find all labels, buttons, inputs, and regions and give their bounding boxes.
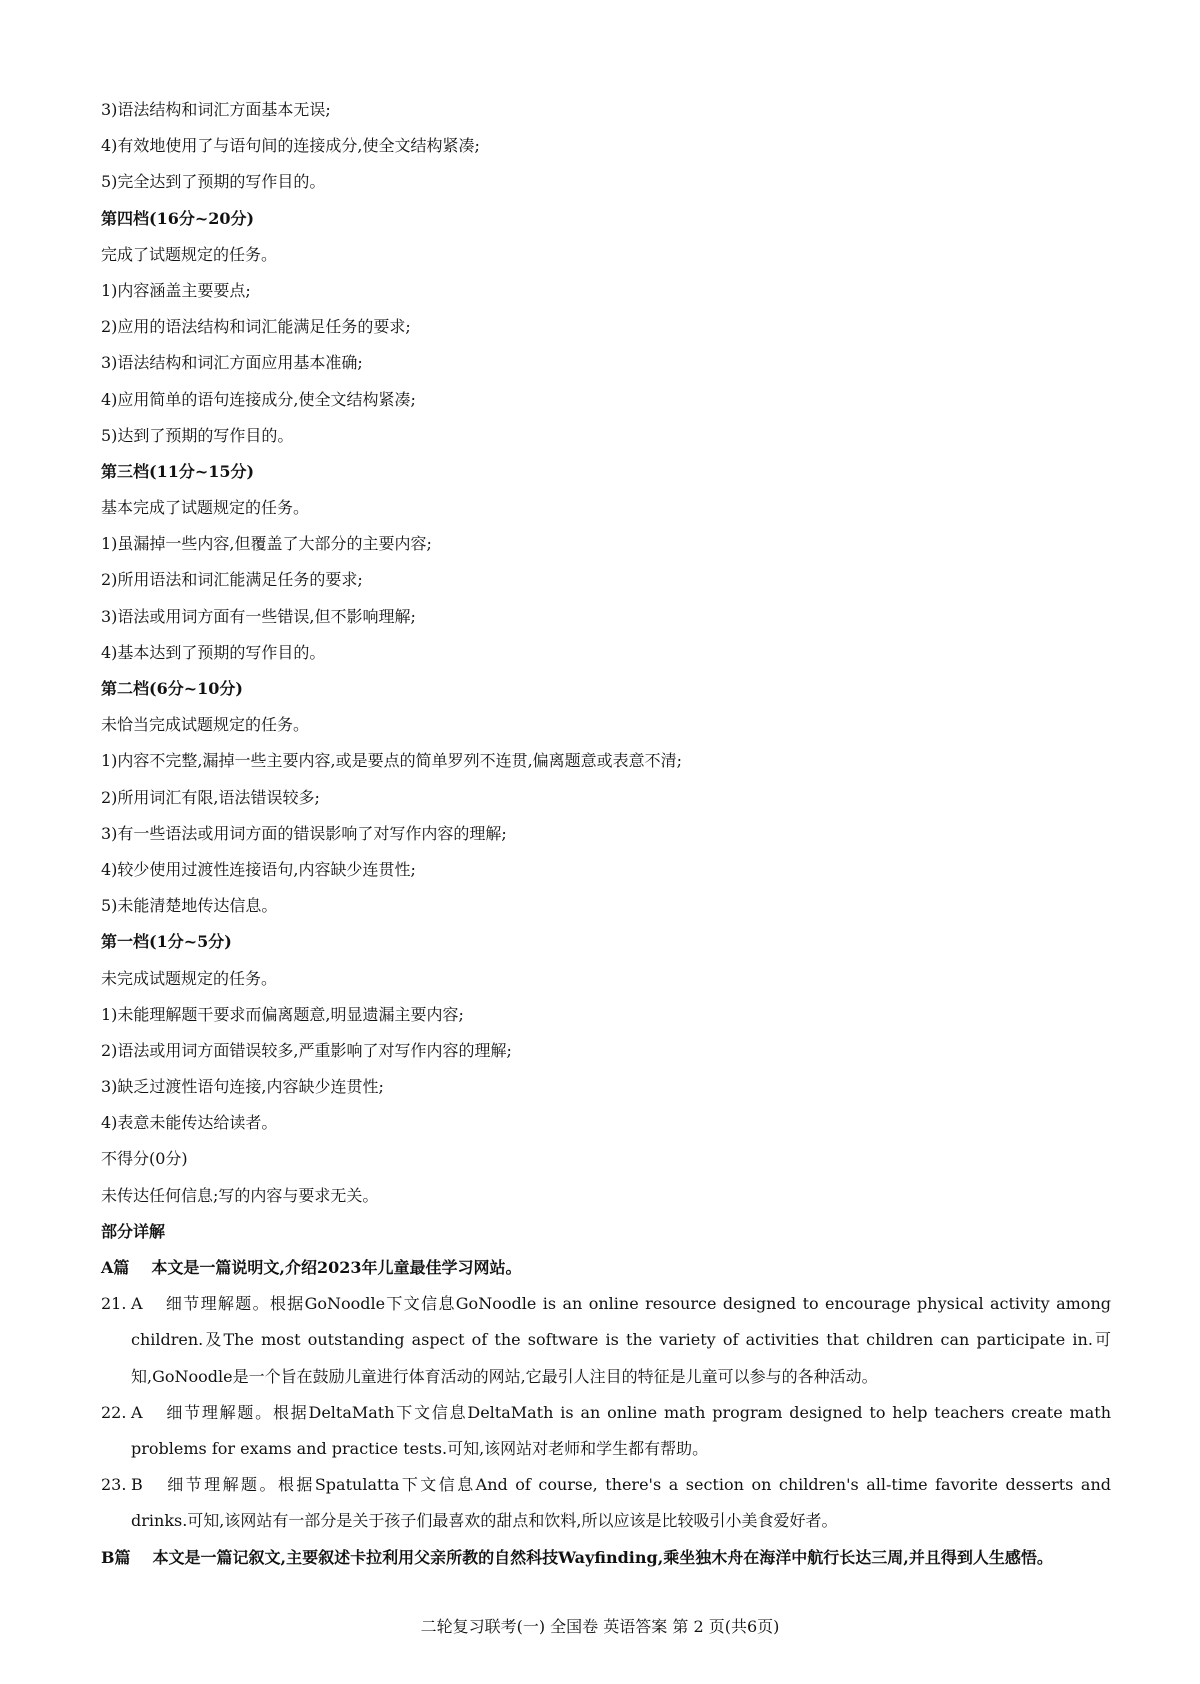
section-a-text: 本文是一篇说明文,介绍2023年儿童最佳学习网站。 bbox=[151, 1258, 522, 1277]
section-b-text: 本文是一篇记叙文,主要叙述卡拉利用父亲所教的自然科技Wayfinding,乘坐独木舟在海洋中航行长达三周,并且得到人生感悟。 bbox=[152, 1547, 1053, 1567]
section-heading: 部分详解 bbox=[101, 1221, 166, 1241]
criteria-line: 4)基本达到了预期的写作目的。 bbox=[101, 642, 326, 662]
answer-item-21 bbox=[101, 1286, 1111, 1395]
criteria-line: 1)内容不完整,漏掉一些主要内容,或是要点的简单罗列不连贯,偏离题意或表意不清; bbox=[101, 751, 683, 771]
criteria-line: 4)表意未能传达给读者。 bbox=[101, 1113, 278, 1133]
criteria-line: 4)有效地使用了与语句间的连接成分,使全文结构紧凑; bbox=[101, 136, 480, 156]
section-heading: 第三档(11分~15分) bbox=[101, 461, 255, 481]
criteria-line: 3)有一些语法或用词方面的错误影响了对写作内容的理解; bbox=[101, 823, 507, 843]
section-heading: 第一档(1分~5分) bbox=[101, 932, 232, 952]
item-number: 22. bbox=[101, 1402, 127, 1422]
item-explanation: 细节理解题。根据DeltaMath下文信息DeltaMath is an online math program designed to help teachers create math problems for exams and practice tests.可知,该网站对老师和学生都有帮助。 bbox=[131, 1402, 1111, 1458]
section-a-label: A篇 bbox=[101, 1258, 130, 1277]
section-b-label: B篇 bbox=[101, 1547, 131, 1567]
criteria-line: 4)较少使用过渡性连接语句,内容缺少连贯性; bbox=[101, 859, 416, 879]
section-heading: 第四档(16分~20分) bbox=[101, 208, 255, 228]
page-footer: 二轮复习联考(一) 全国卷 英语答案 第 2 页(共6页) bbox=[420, 1617, 780, 1636]
criteria-line: 2)所用词汇有限,语法错误较多; bbox=[101, 787, 320, 807]
section-b-heading bbox=[101, 1540, 1111, 1576]
criteria-line: 基本完成了试题规定的任务。 bbox=[101, 498, 310, 518]
item-explanation: 细节理解题。根据Spatulatta下文信息And of course, there's a section on children's all-time favorite desserts and drinks.可知,该网站有一部分是关于孩子们最喜欢的甜点和饮料,所以应该是比较吸引小美食爱好者。 bbox=[131, 1475, 1111, 1531]
scoring-criteria bbox=[101, 92, 1111, 1250]
item-explanation: 细节理解题。根据GoNoodle下文信息GoNoodle is an online resource designed to encourage physical activity among children.及The most outstanding aspect of the software is the variety of activities that children can participate in.可知,GoNoodle是一个旨在鼓励儿童进行体育活动的网站,它最引人注目的特征是儿童可以参与的各种活动。 bbox=[131, 1294, 1112, 1386]
section-heading: 第二档(6分~10分) bbox=[101, 679, 243, 698]
item-number: 23. bbox=[101, 1475, 127, 1495]
page-content bbox=[101, 92, 1111, 1576]
criteria-line: 不得分(0分) bbox=[101, 1149, 188, 1169]
criteria-line: 未完成试题规定的任务。 bbox=[101, 968, 278, 988]
criteria-line: 3)语法或用词方面有一些错误,但不影响理解; bbox=[101, 606, 416, 626]
criteria-line: 5)完全达到了预期的写作目的。 bbox=[101, 172, 326, 192]
criteria-line: 2)语法或用词方面错误较多,严重影响了对写作内容的理解; bbox=[101, 1040, 512, 1060]
criteria-line: 未传达任何信息;写的内容与要求无关。 bbox=[101, 1185, 379, 1205]
criteria-line: 4)应用简单的语句连接成分,使全文结构紧凑; bbox=[101, 389, 416, 409]
criteria-line: 1)未能理解题干要求而偏离题意,明显遗漏主要内容; bbox=[101, 1004, 464, 1024]
criteria-line: 3)缺乏过渡性语句连接,内容缺少连贯性; bbox=[101, 1077, 384, 1097]
criteria-line: 完成了试题规定的任务。 bbox=[101, 244, 278, 264]
item-answer: B bbox=[131, 1475, 143, 1495]
item-answer: A bbox=[131, 1294, 143, 1314]
criteria-line: 2)所用语法和词汇能满足任务的要求; bbox=[101, 570, 363, 590]
section-a-heading bbox=[101, 1250, 1111, 1286]
criteria-line: 2)应用的语法结构和词汇能满足任务的要求; bbox=[101, 317, 411, 337]
criteria-line: 1)虽漏掉一些内容,但覆盖了大部分的主要内容; bbox=[101, 534, 432, 554]
criteria-line: 5)未能清楚地传达信息。 bbox=[101, 896, 278, 916]
answer-item-22 bbox=[101, 1395, 1111, 1467]
criteria-line: 3)语法结构和词汇方面应用基本准确; bbox=[101, 353, 363, 373]
item-answer: A bbox=[131, 1402, 143, 1422]
criteria-line: 未恰当完成试题规定的任务。 bbox=[101, 715, 310, 735]
answer-item-23 bbox=[101, 1467, 1111, 1539]
criteria-line: 3)语法结构和词汇方面基本无误; bbox=[101, 100, 331, 119]
criteria-line: 5)达到了预期的写作目的。 bbox=[101, 425, 294, 445]
item-number: 21. bbox=[101, 1294, 127, 1314]
criteria-line: 1)内容涵盖主要要点; bbox=[101, 280, 251, 300]
